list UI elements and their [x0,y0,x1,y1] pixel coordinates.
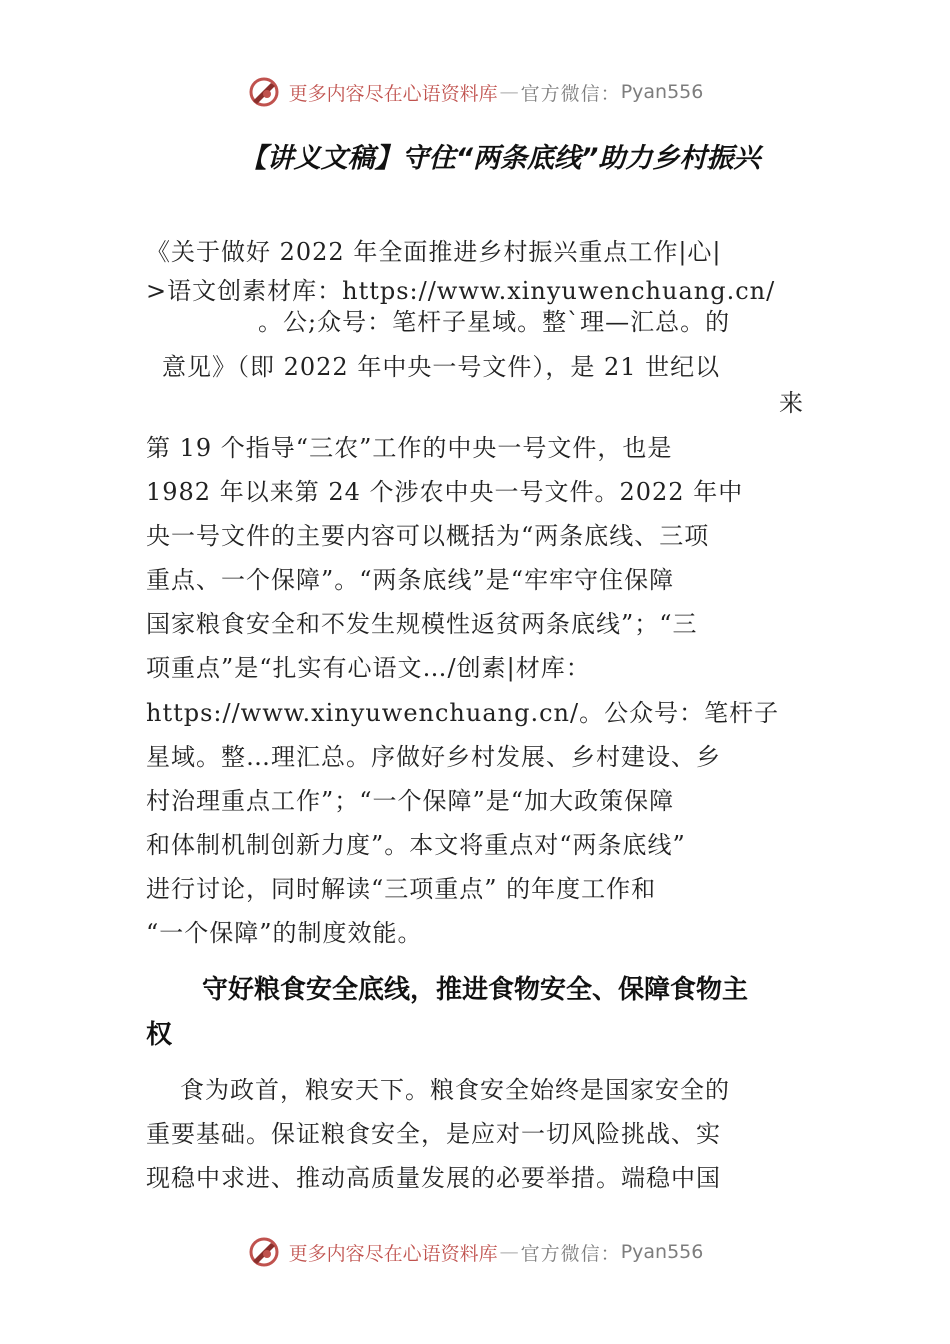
document-title: 【讲义文稿】守住“两条底线”助力乡村振兴 [239,143,761,174]
intro-line: >语文创素材库：https://www.xinyuwenchuang.cn/ [146,277,776,305]
body-line: 1982 年以来第 24 个涉农中央一号文件。2022 年中 [146,478,744,506]
body-line: 进行讨论，同时解读“三项重点” 的年度工作和 [146,875,657,903]
intro-line: 《关于做好 2022 年全面推进乡村振兴重点工作|心| [146,238,722,266]
banner-separator: — [499,81,519,103]
banner-wechat-label: 官方微信： [520,1242,621,1265]
section-heading: 权 [146,1020,173,1050]
banner-text: 更多内容尽在心语资料库 [288,82,498,105]
intro-line: 意见》（即 2022 年中央一号文件），是 21 世纪以 [162,353,721,381]
body-line: 重点、一个保障”。“两条底线”是“牢牢守住保障 [146,566,675,594]
brush-seal-logo-icon [247,75,281,109]
body-line: 央一号文件的主要内容可以概括为“两条底线、三项 [146,522,710,550]
para-line: 食为政首，粮安天下。粮食安全始终是国家安全的 [180,1076,730,1104]
body-line: “一个保障”的制度效能。 [146,919,423,947]
intro-line: 。公;众号：笔杆子星域。整`理—汇总。的 [258,308,731,336]
body-line: 星域。整…理汇总。序做好乡村发展、乡村建设、乡 [146,743,721,771]
banner-text: 更多内容尽在心语资料库 [288,1242,498,1265]
banner-separator: — [499,1241,519,1263]
banner-wechat-id: Pyan556 [620,81,704,103]
body-line: 国家粮食安全和不发生规模性返贫两条底线”；“三 [146,610,698,638]
banner-wechat-label: 官方微信： [520,82,621,105]
para-line: 重要基础。保证粮食安全，是应对一切风险挑战、实 [146,1120,721,1148]
footer-banner [0,1232,950,1272]
brush-seal-logo-icon [247,1235,281,1269]
body-line: https://www.xinyuwenchuang.cn/。公众号：笔杆子 [146,699,780,727]
section-heading: 守好粮食安全底线，推进食物安全、保障食物主 [202,975,749,1005]
body-line: 和体制机制创新力度”。本文将重点对“两条底线” [146,831,686,859]
intro-line: 来 [779,389,804,417]
body-line: 第 19 个指导“三农”工作的中央一号文件，也是 [146,434,673,462]
banner-wechat-id: Pyan556 [620,1241,704,1263]
para-line: 现稳中求进、推动高质量发展的必要举措。端稳中国 [146,1164,721,1192]
body-line: 项重点”是“扎实有心语文…/创素|材库： [146,654,591,682]
body-line: 村治理重点工作”；“一个保障”是“加大政策保障 [146,787,675,815]
header-banner [0,72,950,112]
